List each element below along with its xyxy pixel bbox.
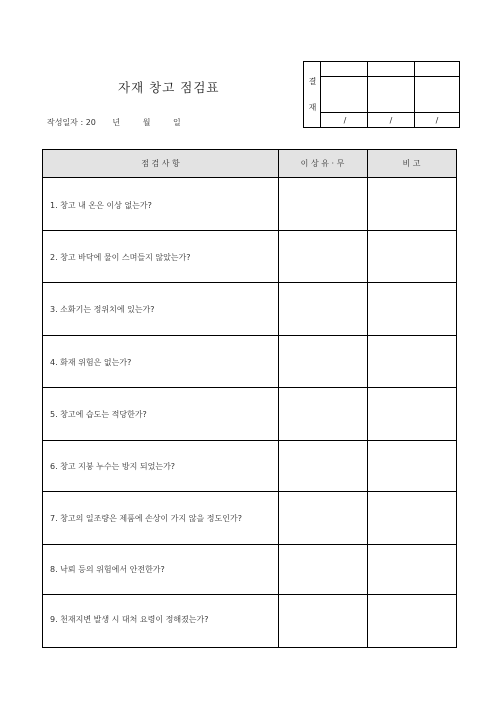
row-divider [43,544,456,545]
inspection-table [42,149,457,648]
header-issue: 이 상 유 · 무 [300,159,345,168]
approval-box [303,61,460,128]
month-label: 월 [142,118,151,127]
column-divider [278,150,279,647]
row-divider [43,491,456,492]
row-question: 2. 창고 바닥에 물이 스며들지 않았는가? [50,253,191,262]
row-divider [43,282,456,283]
column-divider [367,150,368,647]
approval-label-top: 결 [308,77,317,86]
date-row [47,117,181,128]
approval-label-bottom: 재 [308,103,317,112]
row-divider [43,230,456,231]
row-question: 3. 소화기는 정위치에 있는가? [50,305,155,314]
approval-slash: / [389,116,393,125]
table-header [43,150,456,178]
row-question: 1. 창고 내 온은 이상 없는가? [50,201,152,210]
header-remarks: 비 고 [402,159,421,168]
document-title: 자재 창고 점검표 [118,80,220,95]
row-divider [43,335,456,336]
day-label: 일 [172,118,181,127]
approval-header-line [321,76,459,77]
date-label: 작성일자 : 20 [47,118,96,127]
approval-slash: / [343,116,347,125]
row-question: 6. 창고 지붕 누수는 방지 되었는가? [50,462,176,471]
row-question: 7. 창고의 일조량은 제품에 손상이 가지 않을 정도인가? [50,514,242,523]
approval-label-column [304,62,321,127]
row-question: 9. 천재지변 발생 시 대처 요령이 정해졌는가? [50,615,209,624]
year-label: 년 [112,118,121,127]
row-divider [43,594,456,595]
row-divider [43,387,456,388]
approval-slash: / [435,116,439,125]
row-question: 8. 낙뢰 등의 위험에서 안전한가? [50,565,165,574]
row-question: 4. 화재 위험은 없는가? [50,358,132,367]
row-divider [43,440,456,441]
row-question: 5. 창고에 습도는 적당한가? [50,410,147,419]
header-item: 점 검 사 항 [141,159,180,168]
approval-signature-line [321,112,459,113]
